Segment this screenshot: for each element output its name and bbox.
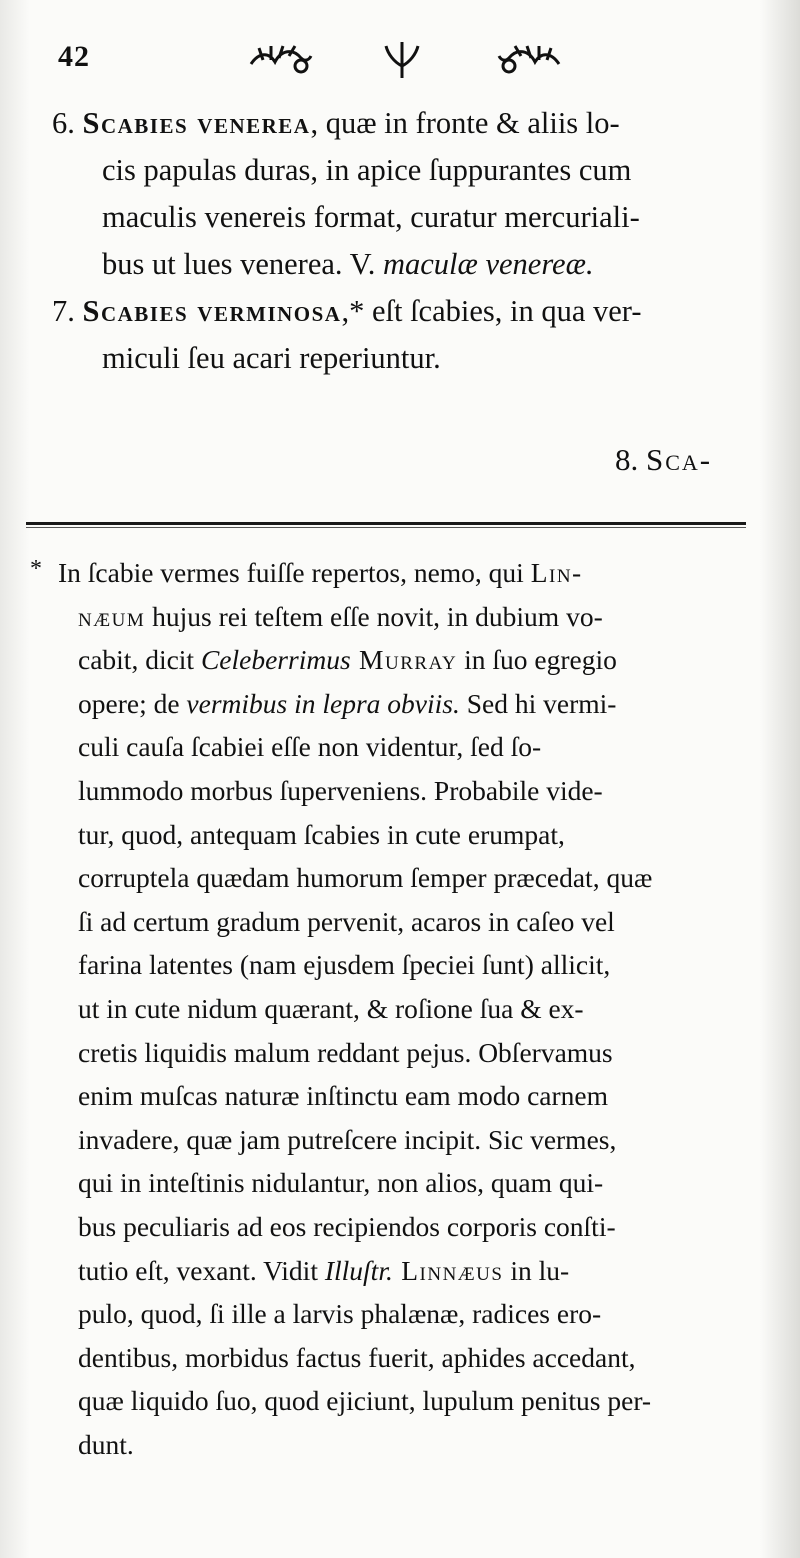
catchword xyxy=(615,442,712,478)
text-line: enim muſcas naturæ inſtinctu eam modo carnem xyxy=(78,1080,608,1112)
cross-reference: maculæ venereæ. xyxy=(382,247,594,281)
sprig-ornament-icon xyxy=(380,38,424,82)
catchword-number: 8. xyxy=(615,442,639,477)
text-line: ut in cute nidum quærant, & roſione ſua & ex- xyxy=(78,992,584,1024)
text-line xyxy=(52,241,762,288)
text-span: Lin- xyxy=(530,557,583,588)
catchword-text: Sca- xyxy=(646,442,713,477)
text-span: ,* eſt ſcabies, in qua ver- xyxy=(341,294,642,328)
entry-6 xyxy=(52,100,762,288)
text-line: maculis venereis format, curatur mercuriali- xyxy=(102,200,640,234)
text-line xyxy=(30,1249,760,1293)
text-span: Illuſtr. xyxy=(324,1254,393,1286)
text-span: bus ut lues venerea. V. xyxy=(102,247,383,281)
entry-title: Scabies venerea xyxy=(82,106,311,140)
entry-7 xyxy=(52,288,762,382)
text-line: bus peculiaris ad eos recipiendos corporis conſti- xyxy=(78,1210,616,1242)
text-line: tur, quod, antequam ſcabies in cute erumpat, xyxy=(78,818,565,850)
text-line: invadere, quæ jam putreſcere incipit. Sic vermes, xyxy=(78,1123,617,1155)
text-span: Murray xyxy=(350,644,458,676)
text-line: dentibus, morbidus factus fuerit, aphides accedant, xyxy=(78,1341,636,1373)
leaf-ornament-icon xyxy=(245,38,315,82)
text-span: in ſuo egregio xyxy=(457,644,617,676)
footnote-rule-thin xyxy=(26,527,746,528)
text-line: cis papulas duras, in apice ſuppurantes cum xyxy=(102,153,632,187)
text-span: , quæ in fronte & aliis lo- xyxy=(310,106,620,140)
text-span: Sed hi vermi- xyxy=(459,687,617,719)
text-span: hujus rei teſtem eſſe novit, in dubium vo- xyxy=(145,600,603,632)
text-span: næum xyxy=(78,600,146,632)
footnote-mark: * xyxy=(30,556,42,582)
text-line xyxy=(30,595,760,639)
text-line xyxy=(52,288,762,335)
entry-number: 6. xyxy=(52,106,75,140)
text-line xyxy=(30,638,760,682)
text-line: pulo, quod, ſi ille a larvis phalænæ, radices ero- xyxy=(78,1298,602,1330)
text-span: cabit, dicit xyxy=(78,644,201,676)
text-span: Linnæus xyxy=(392,1254,504,1286)
text-line: dunt. xyxy=(78,1428,134,1460)
text-line: qui in inteſtinis nidulantur, non alios, quam qui- xyxy=(78,1167,604,1199)
text-span: vermibus in lepra obviis. xyxy=(186,687,460,719)
text-span: in lu- xyxy=(503,1254,570,1286)
text-line xyxy=(52,100,762,147)
text-line: lummodo morbus ſuperveniens. Probabile vide- xyxy=(78,774,603,806)
text-span: opere; de xyxy=(78,687,187,719)
footnote xyxy=(30,548,760,1466)
page-number: 42 xyxy=(58,40,90,73)
text-line: farina latentes (nam ejusdem ſpeciei ſunt) allicit, xyxy=(78,949,611,981)
text-line: miculi ſeu acari reperiuntur. xyxy=(102,341,441,375)
footnote-rule xyxy=(26,522,746,525)
text-span: In ſcabie vermes fuiſſe repertos, nemo, qui xyxy=(58,557,531,588)
main-text xyxy=(52,100,762,382)
entry-number: 7. xyxy=(52,294,75,328)
text-line: quæ liquido ſuo, quod ejiciunt, lupulum penitus per- xyxy=(78,1385,652,1417)
text-line xyxy=(30,682,760,726)
text-line xyxy=(30,548,760,595)
leaf-ornament-icon xyxy=(495,38,565,82)
text-line: culi cauſa ſcabiei eſſe non videntur, ſed ſo- xyxy=(78,731,542,763)
text-line: ſi ad certum gradum pervenit, acaros in caſeo vel xyxy=(78,905,615,937)
text-span: Celeberrimus xyxy=(200,644,351,676)
text-line: corruptela quædam humorum ſemper præcedat, quæ xyxy=(78,862,653,894)
entry-title: Scabies verminosa xyxy=(82,294,342,328)
text-span: tutio eſt, vexant. Vidit xyxy=(78,1254,325,1286)
text-line: cretis liquidis malum reddant pejus. Obſervamus xyxy=(78,1036,613,1068)
